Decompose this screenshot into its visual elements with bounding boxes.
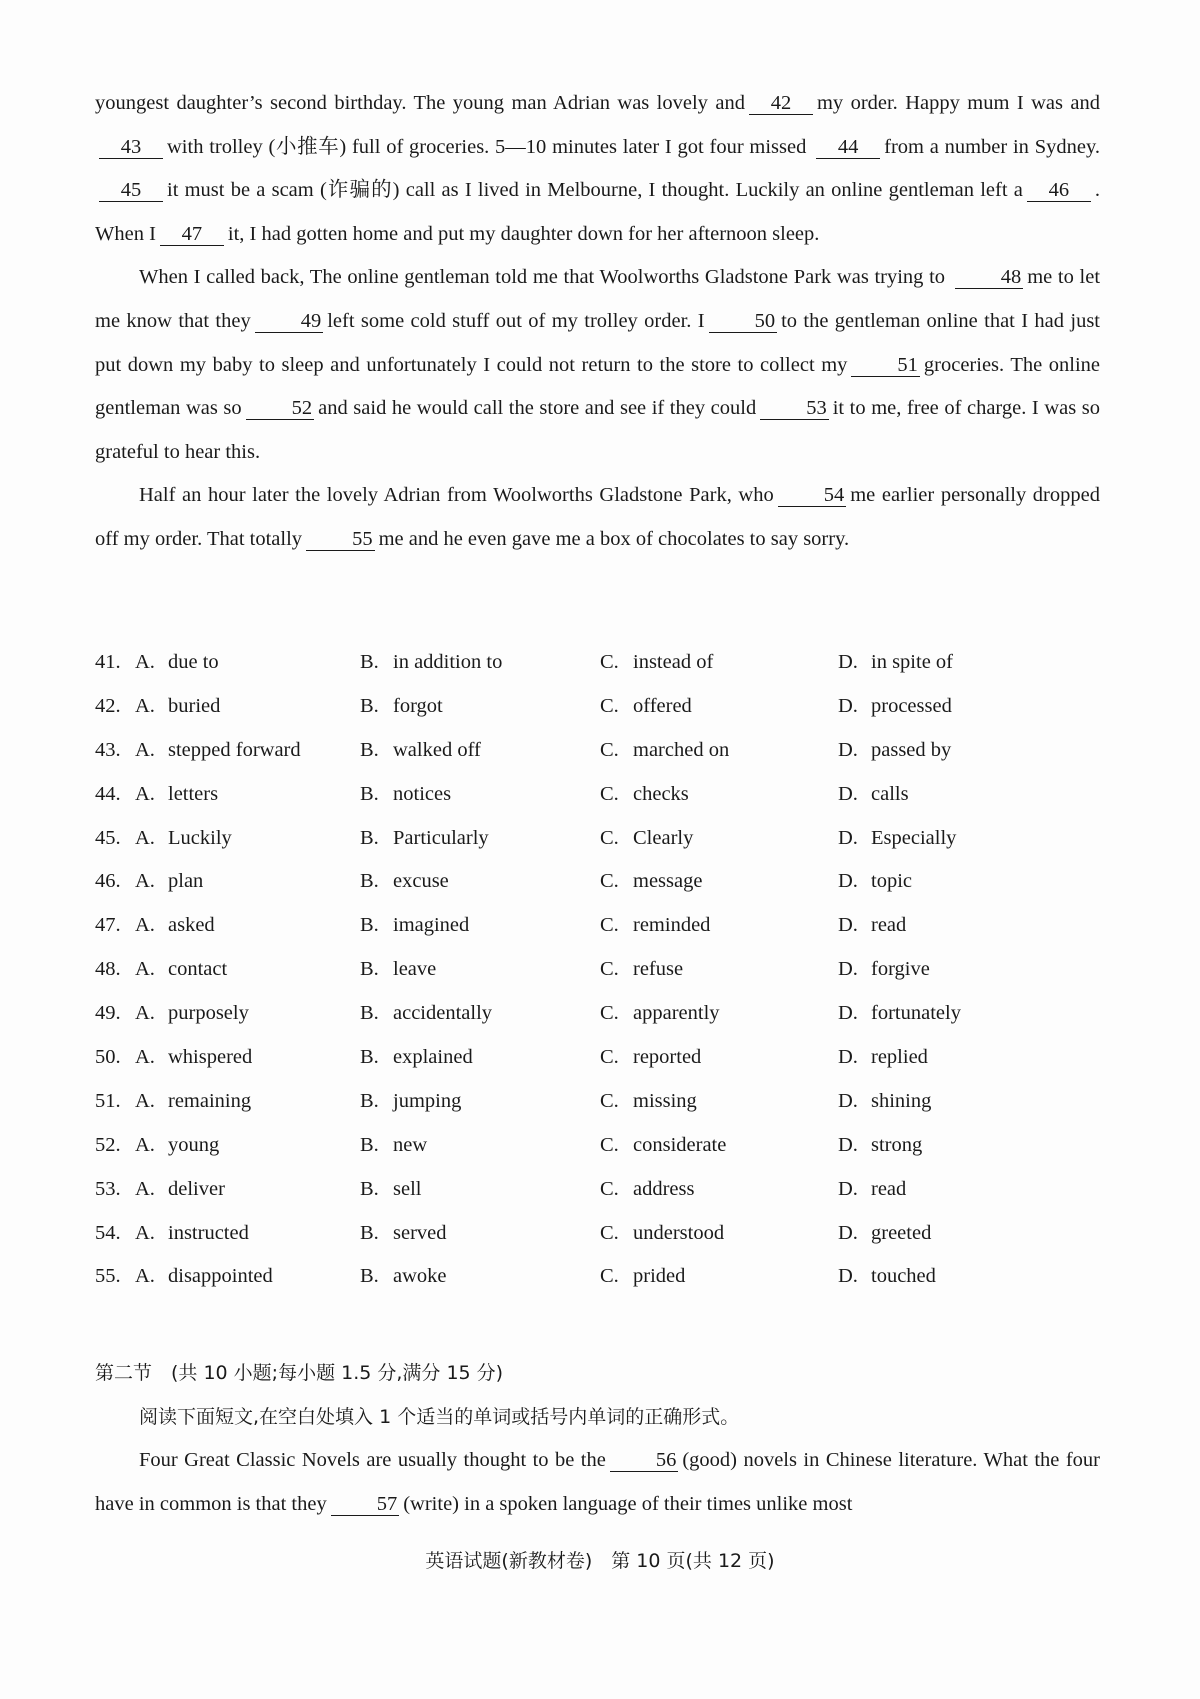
option-letter: A.	[135, 782, 155, 805]
option-text: missing	[633, 1089, 697, 1112]
option-text: checks	[633, 782, 689, 805]
option-d	[838, 870, 912, 893]
section-passage: Four Great Classic Novels are usually thought to be the 56 (good) novels in Chinese literature. What the four have in common is that they 57 (write) in a spoken language of their times unlike most	[95, 1449, 1100, 1515]
blank-57: 57	[331, 1493, 400, 1516]
option-letter: D.	[838, 1133, 858, 1156]
question-row	[95, 1178, 1100, 1222]
option-b	[360, 870, 449, 893]
option-letter: B.	[360, 1221, 379, 1244]
option-b	[360, 827, 489, 850]
option-letter: D.	[838, 651, 858, 673]
option-b	[360, 1002, 492, 1025]
option-text: calls	[871, 782, 909, 805]
option-c	[600, 783, 689, 806]
option-text: new	[393, 1133, 428, 1156]
option-b	[360, 651, 502, 674]
option-b	[360, 695, 443, 718]
blank-44: 44	[816, 136, 880, 159]
option-letter: C.	[600, 738, 619, 761]
option-text: processed	[871, 694, 952, 717]
option-text: notices	[393, 782, 452, 805]
option-text: served	[393, 1221, 447, 1244]
option-a	[135, 783, 218, 806]
option-letter: D.	[838, 1002, 858, 1025]
answer-options	[95, 651, 1100, 1309]
option-letter: A.	[135, 1133, 155, 1156]
option-text: buried	[168, 694, 221, 717]
option-text: reminded	[633, 914, 711, 937]
option-letter: D.	[838, 870, 858, 893]
blank-43: 43	[99, 136, 163, 159]
option-d	[838, 1090, 931, 1113]
option-text: marched on	[633, 738, 730, 761]
option-text: plan	[168, 870, 204, 893]
question-number: 47.	[95, 914, 121, 937]
option-text: accidentally	[393, 1002, 493, 1025]
option-c	[600, 695, 692, 718]
question-row	[95, 1222, 1100, 1266]
option-text: touched	[871, 1265, 936, 1288]
option-letter: D.	[838, 1265, 858, 1288]
option-d	[838, 783, 909, 806]
option-d	[838, 827, 956, 850]
option-text: topic	[871, 870, 912, 893]
option-letter: C.	[600, 1002, 619, 1025]
option-a	[135, 695, 220, 718]
option-letter: C.	[600, 651, 619, 673]
option-c	[600, 1265, 685, 1288]
option-d	[838, 651, 953, 674]
option-text: address	[633, 1177, 695, 1200]
option-letter: A.	[135, 694, 155, 717]
question-row	[95, 695, 1100, 739]
option-d	[838, 914, 906, 937]
question-number: 55.	[95, 1265, 121, 1288]
option-b	[360, 1046, 473, 1069]
option-text: contact	[168, 958, 228, 981]
option-d	[838, 1265, 936, 1288]
option-text: fortunately	[871, 1002, 961, 1025]
option-b	[360, 1222, 447, 1245]
option-letter: A.	[135, 826, 155, 849]
option-letter: C.	[600, 1265, 619, 1288]
question-number: 42.	[95, 694, 121, 717]
question-number: 53.	[95, 1177, 121, 1200]
option-text: message	[633, 870, 703, 893]
option-letter: B.	[360, 1177, 379, 1200]
paragraph-2: When I called back, The online gentleman told me that Woolworths Gladstone Park was trying to 48 me to let me know that they 49 left some cold stuff out of my trolley order. I 50 to the gentleman online that I had just put down my baby to sleep and unfortunately I could not return to the store to collect my 51 groceries. The online gentleman was so 52 and said he would call the store and see if they could 53 it to me, free of charge. I was so grateful to hear this.	[95, 266, 1101, 463]
option-letter: A.	[135, 1221, 155, 1244]
option-text: Especially	[871, 826, 957, 849]
option-letter: B.	[360, 914, 379, 937]
option-d	[838, 739, 951, 762]
option-a	[135, 1046, 252, 1069]
option-text: in spite of	[871, 651, 953, 673]
option-text: apparently	[633, 1002, 720, 1025]
option-letter: A.	[135, 738, 155, 761]
option-a	[135, 1134, 219, 1157]
option-letter: D.	[838, 1221, 858, 1244]
option-letter: C.	[600, 870, 619, 893]
option-letter: A.	[135, 1089, 155, 1112]
option-c	[600, 1002, 720, 1025]
option-a	[135, 651, 219, 674]
question-number: 46.	[95, 870, 121, 893]
question-row	[95, 827, 1100, 871]
option-letter: C.	[600, 1133, 619, 1156]
option-letter: B.	[360, 870, 379, 893]
option-text: sell	[393, 1177, 422, 1200]
option-text: young	[168, 1133, 220, 1156]
option-letter: B.	[360, 782, 379, 805]
cloze-passage	[95, 82, 1100, 562]
option-b	[360, 1134, 427, 1157]
blank-56: 56	[610, 1449, 679, 1472]
option-text: excuse	[393, 870, 449, 893]
option-letter: C.	[600, 914, 619, 937]
blank-52: 52	[246, 397, 315, 420]
option-a	[135, 1265, 273, 1288]
option-c	[600, 1222, 724, 1245]
option-text: Clearly	[633, 826, 694, 849]
option-text: explained	[393, 1046, 473, 1069]
option-text: asked	[168, 914, 215, 937]
blank-49: 49	[255, 310, 324, 333]
option-letter: C.	[600, 1221, 619, 1244]
option-text: forgot	[393, 694, 443, 717]
blank-47: 47	[160, 223, 224, 246]
option-letter: B.	[360, 738, 379, 761]
option-d	[838, 958, 930, 981]
option-text: due to	[168, 651, 219, 673]
option-letter: B.	[360, 694, 379, 717]
question-row	[95, 958, 1100, 1002]
section-heading: 第二节 (共 10 小题;每小题 1.5 分,满分 15 分)	[95, 1362, 504, 1384]
option-letter: B.	[360, 1089, 379, 1112]
question-number: 48.	[95, 958, 121, 981]
option-letter: C.	[600, 1177, 619, 1200]
option-letter: C.	[600, 958, 619, 981]
question-row	[95, 651, 1100, 695]
option-b	[360, 1178, 421, 1201]
option-text: read	[871, 1177, 907, 1200]
blank-50: 50	[709, 310, 778, 333]
question-number: 54.	[95, 1221, 121, 1244]
option-a	[135, 739, 301, 762]
option-letter: B.	[360, 826, 379, 849]
option-text: read	[871, 914, 907, 937]
option-letter: C.	[600, 1046, 619, 1069]
option-text: replied	[871, 1046, 928, 1069]
option-text: stepped forward	[168, 738, 301, 761]
question-row	[95, 1090, 1100, 1134]
blank-53: 53	[760, 397, 829, 420]
question-number: 51.	[95, 1089, 121, 1112]
option-letter: C.	[600, 1089, 619, 1112]
option-text: letters	[168, 782, 219, 805]
option-letter: D.	[838, 738, 858, 761]
option-letter: B.	[360, 651, 379, 673]
option-b	[360, 1265, 447, 1288]
option-b	[360, 914, 469, 937]
option-letter: A.	[135, 870, 155, 893]
option-text: forgive	[871, 958, 930, 981]
option-d	[838, 1178, 906, 1201]
question-row	[95, 1265, 1100, 1309]
option-text: Particularly	[393, 826, 489, 849]
option-b	[360, 739, 481, 762]
option-letter: D.	[838, 694, 858, 717]
option-d	[838, 1002, 961, 1025]
question-number: 45.	[95, 826, 121, 849]
option-d	[838, 1134, 922, 1157]
option-letter: C.	[600, 782, 619, 805]
option-a	[135, 1178, 225, 1201]
blank-45: 45	[99, 179, 163, 202]
question-number: 44.	[95, 782, 121, 805]
option-c	[600, 827, 693, 850]
option-letter: D.	[838, 1089, 858, 1112]
option-text: Luckily	[168, 826, 232, 849]
blank-46: 46	[1027, 179, 1091, 202]
option-text: remaining	[168, 1089, 252, 1112]
option-text: walked off	[393, 738, 481, 761]
option-letter: D.	[838, 782, 858, 805]
option-a	[135, 1090, 251, 1113]
option-a	[135, 827, 232, 850]
option-letter: D.	[838, 1046, 858, 1069]
paragraph-3: Half an hour later the lovely Adrian from Woolworths Gladstone Park, who 54 me earlier personally dropped off my order. That totally 55 me and he even gave me a box of chocolates to say sorry.	[95, 484, 1100, 550]
option-letter: A.	[135, 958, 155, 981]
question-number: 43.	[95, 738, 121, 761]
question-row	[95, 1002, 1100, 1046]
question-row	[95, 870, 1100, 914]
option-text: greeted	[871, 1221, 932, 1244]
option-text: instructed	[168, 1221, 249, 1244]
option-c	[600, 914, 710, 937]
option-d	[838, 695, 952, 718]
blank-48: 48	[955, 266, 1024, 289]
option-d	[838, 1046, 928, 1069]
option-letter: A.	[135, 1002, 155, 1025]
option-letter: B.	[360, 1265, 379, 1288]
option-letter: C.	[600, 826, 619, 849]
blank-42: 42	[749, 92, 813, 115]
section-instruction: 阅读下面短文,在空白处填入 1 个适当的单词或括号内单词的正确形式。	[139, 1405, 740, 1428]
option-letter: D.	[838, 914, 858, 937]
option-c	[600, 1046, 701, 1069]
option-letter: C.	[600, 694, 619, 717]
paragraph-1: youngest daughter’s second birthday. The young man Adrian was lovely and 42 my order. Happy mum I was and43 with trolley (小推车) full of groceries. 5—10 minutes later I got four missed 44 from a number in Sydney.45 it must be a scam (诈骗的) call as I lived in Melbourne, I thought. Luckily an online gentleman left a 46 . When I 47 it, I had gotten home and put my daughter down for her afternoon sleep.	[95, 92, 1100, 245]
option-c	[600, 1134, 726, 1157]
option-letter: D.	[838, 958, 858, 981]
option-text: strong	[871, 1133, 923, 1156]
blank-54: 54	[778, 484, 847, 507]
question-number: 52.	[95, 1133, 121, 1156]
option-text: whispered	[168, 1046, 253, 1069]
option-text: refuse	[633, 958, 684, 981]
option-a	[135, 870, 203, 893]
option-letter: A.	[135, 1046, 155, 1069]
option-text: jumping	[393, 1089, 462, 1112]
option-a	[135, 1002, 249, 1025]
question-row	[95, 1046, 1100, 1090]
option-letter: D.	[838, 826, 858, 849]
option-letter: B.	[360, 1046, 379, 1069]
question-row	[95, 914, 1100, 958]
option-a	[135, 914, 215, 937]
option-text: awoke	[393, 1265, 447, 1288]
option-c	[600, 1090, 697, 1113]
page-footer: 英语试题(新教材卷) 第 10 页(共 12 页)	[425, 1550, 775, 1572]
question-number: 50.	[95, 1046, 121, 1069]
option-b	[360, 958, 436, 981]
option-c	[600, 1178, 694, 1201]
question-row	[95, 783, 1100, 827]
option-text: deliver	[168, 1177, 225, 1200]
option-text: shining	[871, 1089, 932, 1112]
option-letter: A.	[135, 651, 155, 673]
question-number: 41.	[95, 651, 121, 673]
blank-55: 55	[306, 528, 375, 551]
option-a	[135, 1222, 249, 1245]
option-text: reported	[633, 1046, 702, 1069]
option-text: instead of	[633, 651, 714, 673]
section-2	[95, 1352, 1100, 1526]
option-c	[600, 739, 729, 762]
option-c	[600, 958, 683, 981]
option-a	[135, 958, 227, 981]
option-text: purposely	[168, 1002, 249, 1025]
option-c	[600, 651, 713, 674]
question-number: 49.	[95, 1002, 121, 1025]
blank-51: 51	[851, 354, 920, 377]
option-text: in addition to	[393, 651, 503, 673]
question-row	[95, 1134, 1100, 1178]
option-d	[838, 1222, 931, 1245]
option-c	[600, 870, 702, 893]
option-letter: A.	[135, 1265, 155, 1288]
option-letter: B.	[360, 1133, 379, 1156]
option-b	[360, 783, 451, 806]
option-letter: D.	[838, 1177, 858, 1200]
option-text: prided	[633, 1265, 686, 1288]
option-letter: A.	[135, 1177, 155, 1200]
option-text: disappointed	[168, 1265, 273, 1288]
option-text: considerate	[633, 1133, 727, 1156]
option-text: passed by	[871, 738, 952, 761]
option-text: leave	[393, 958, 437, 981]
option-letter: B.	[360, 958, 379, 981]
option-text: offered	[633, 694, 692, 717]
option-b	[360, 1090, 461, 1113]
option-letter: B.	[360, 1002, 379, 1025]
option-text: imagined	[393, 914, 470, 937]
question-row	[95, 739, 1100, 783]
option-text: understood	[633, 1221, 725, 1244]
option-letter: A.	[135, 914, 155, 937]
